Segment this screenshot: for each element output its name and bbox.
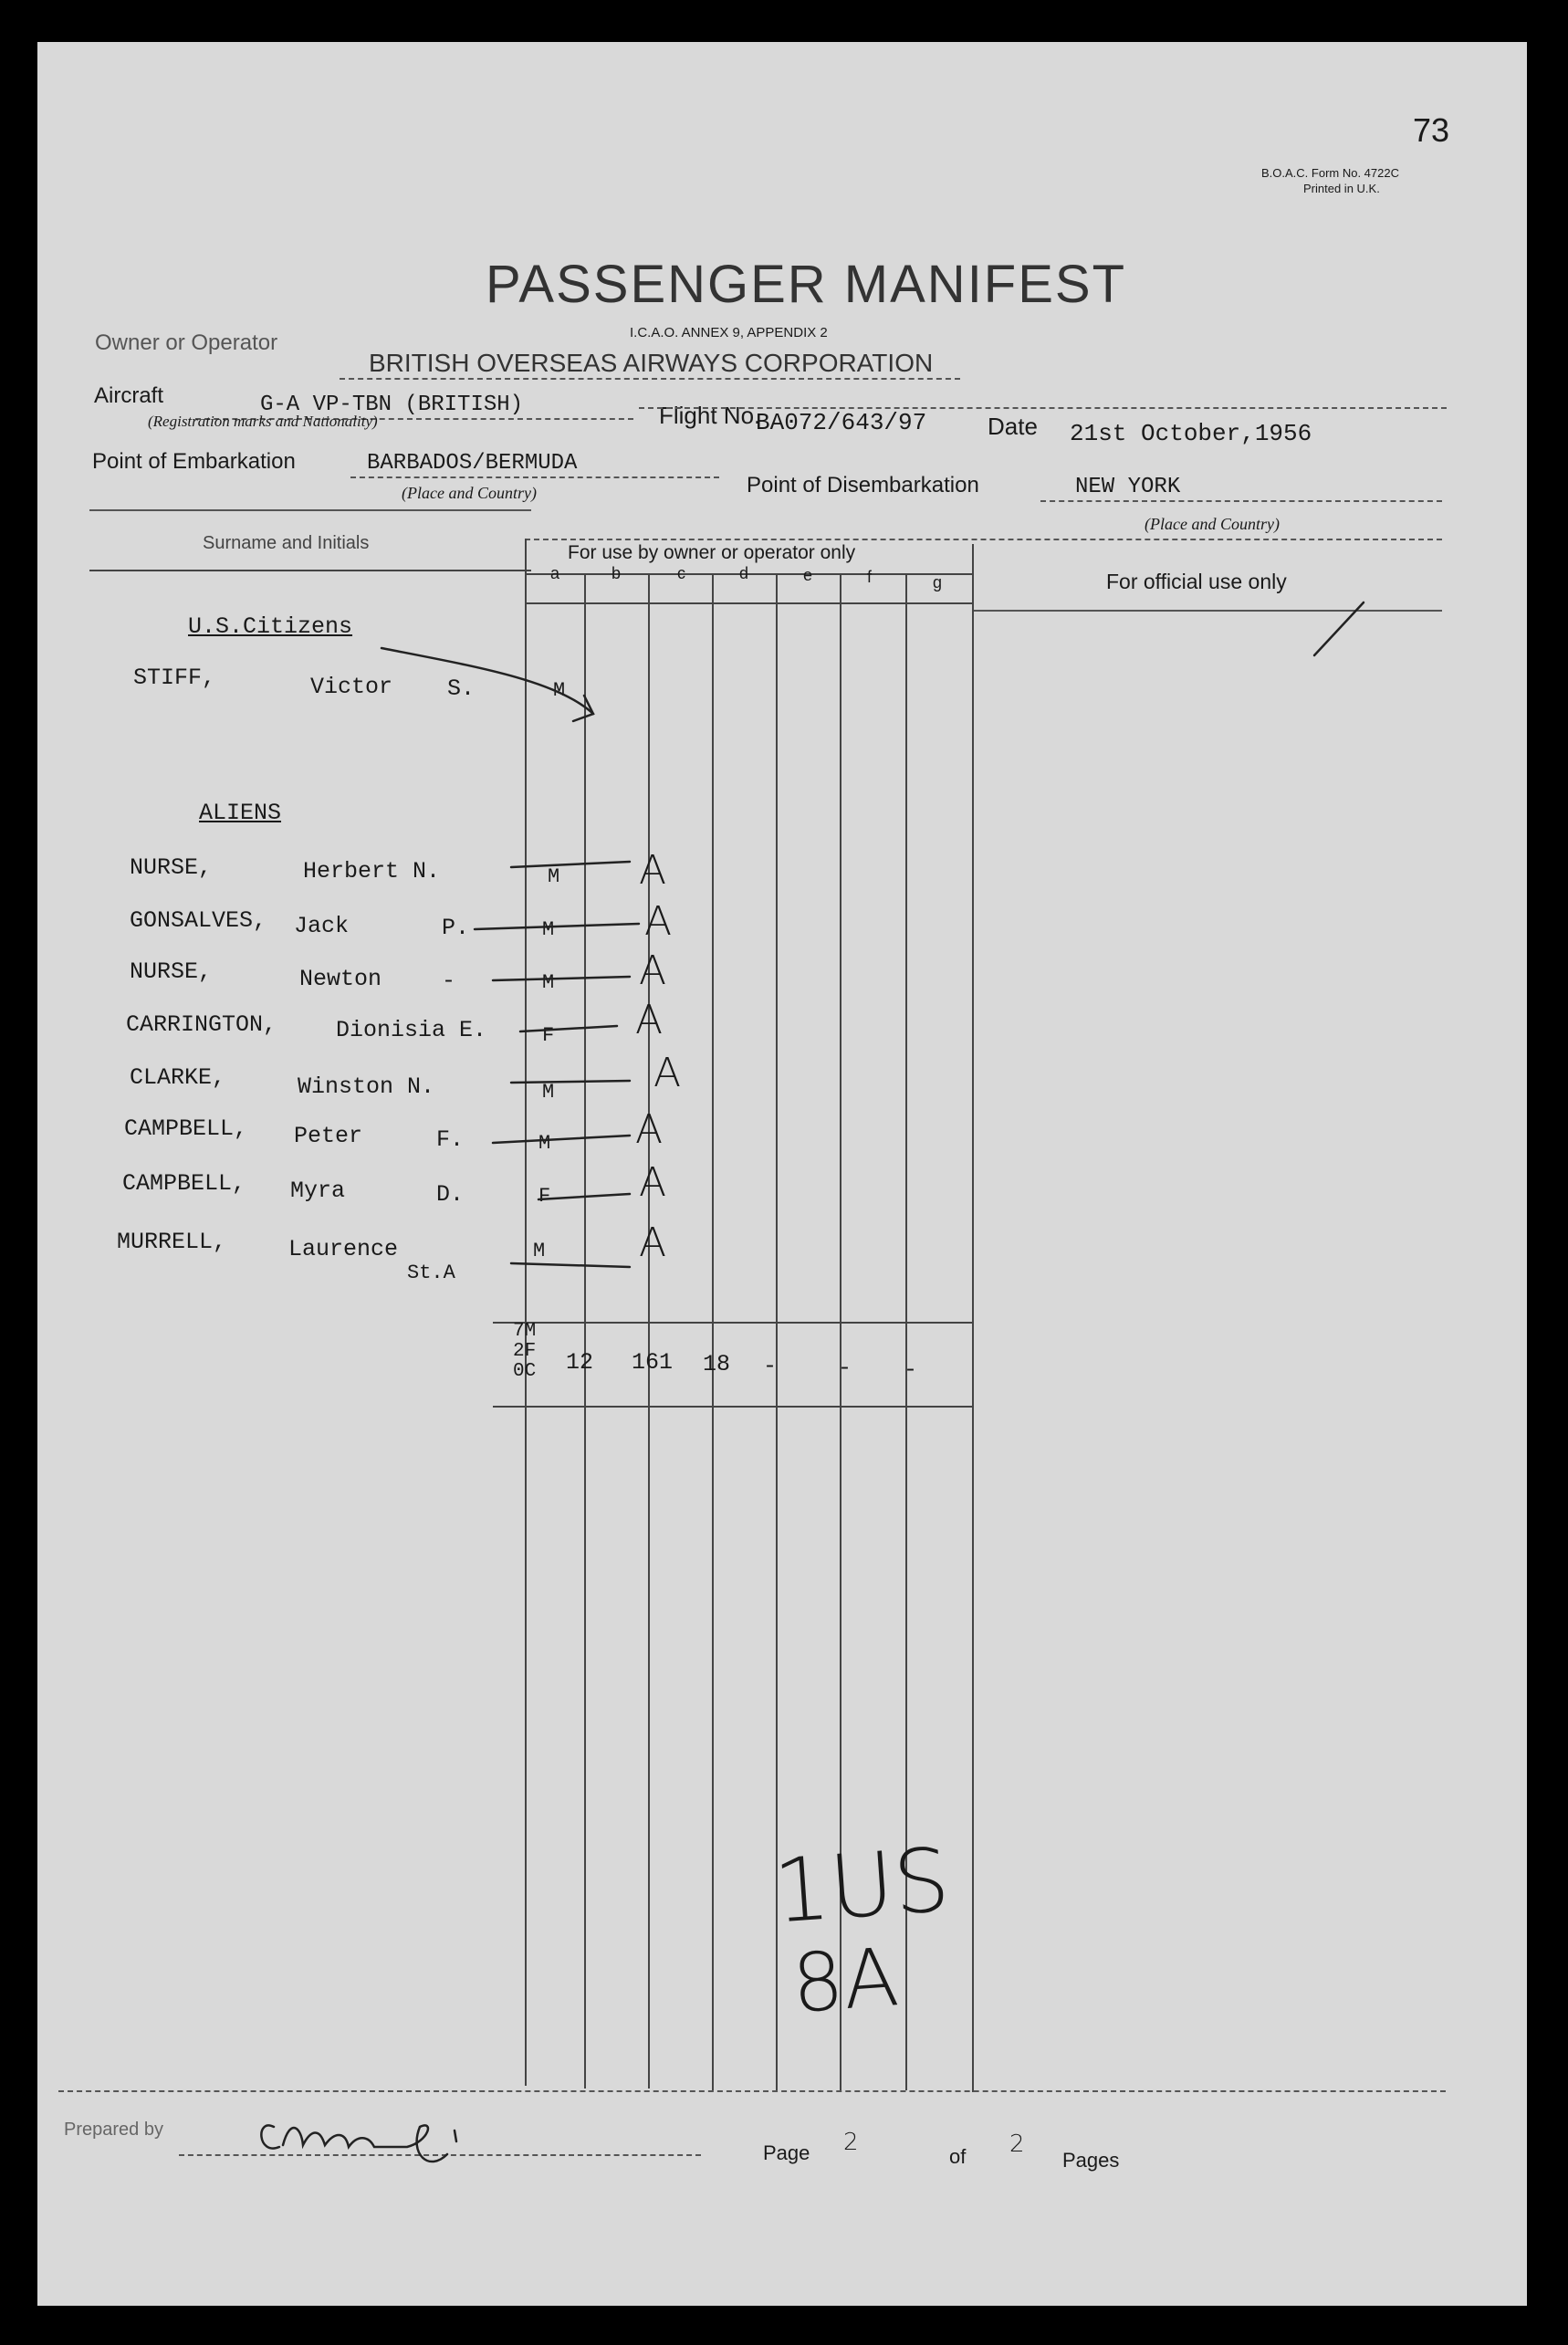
page-current: 2 <box>843 2129 859 2156</box>
page-total: 2 <box>1009 2130 1025 2158</box>
strike-line <box>511 862 630 867</box>
alien-initial: St.A <box>407 1261 455 1284</box>
printed-in: Printed in U.K. <box>1303 182 1380 195</box>
official-tick <box>1314 602 1364 655</box>
disembarkation-label: Point of Disembarkation <box>747 473 979 497</box>
disembarkation-value: NEW YORK <box>1075 475 1181 499</box>
alien-admission-mark: A <box>639 1220 667 1266</box>
pages-label: Pages <box>1062 2149 1120 2172</box>
strike-line <box>475 924 639 929</box>
embarkation-label: Point of Embarkation <box>92 449 296 474</box>
alien-initial: - <box>442 968 456 994</box>
total-g: - <box>904 1356 918 1383</box>
alien-given: Newton <box>299 966 382 992</box>
alien-sex: M <box>542 1081 555 1104</box>
subcol-d: d <box>739 564 749 582</box>
section-aliens: ALIENS <box>199 800 282 826</box>
col-surname-heading: Surname and Initials <box>203 533 370 553</box>
date-label: Date <box>988 413 1038 440</box>
alien-admission-mark: A <box>639 947 667 994</box>
alien-initial: P. <box>442 915 470 941</box>
subcol-a: a <box>550 564 560 582</box>
alien-admission-mark: A <box>635 997 664 1043</box>
alien-admission-mark: A <box>653 1050 682 1096</box>
alien-surname: NURSE, <box>130 854 213 881</box>
aircraft-label: Aircraft <box>94 383 164 408</box>
us-arrow-head <box>573 696 593 721</box>
us-passenger-initial: S. <box>447 675 476 702</box>
subcol-c: c <box>677 564 685 582</box>
tally-aliens: 8A <box>789 1930 902 2031</box>
flight-value: BA072/643/97 <box>756 409 927 436</box>
alien-sex: M <box>542 971 555 994</box>
alien-sex: M <box>533 1240 546 1262</box>
subcol-g: g <box>933 573 943 591</box>
alien-surname: GONSALVES, <box>130 907 267 934</box>
alien-sex: M <box>542 918 555 941</box>
us-arrow-stroke <box>382 648 593 714</box>
alien-sex: M <box>538 1132 551 1155</box>
alien-admission-mark: A <box>639 1159 667 1206</box>
strike-line <box>538 1194 630 1199</box>
alien-surname: MURRELL, <box>117 1229 227 1255</box>
strike-line <box>493 977 630 980</box>
owner-value: BRITISH OVERSEAS AIRWAYS CORPORATION <box>369 349 934 377</box>
prepared-by-label: Prepared by <box>64 2120 163 2140</box>
section-us-citizens: U.S.Citizens <box>188 613 353 640</box>
alien-surname: CLARKE, <box>130 1064 226 1091</box>
subcol-f: f <box>867 568 873 586</box>
total-c: 161 <box>632 1349 674 1376</box>
alien-surname: CAMPBELL, <box>124 1115 248 1142</box>
of-label: of <box>949 2145 967 2168</box>
alien-sex: F <box>538 1185 551 1208</box>
strike-line <box>511 1081 630 1083</box>
total-b: 12 <box>566 1349 594 1376</box>
total-a: 7M 2F 0C <box>513 1321 537 1382</box>
us-passenger-surname: STIFF, <box>133 665 216 691</box>
manifest-title: PASSENGER MANIFEST <box>486 255 1127 314</box>
alien-initial: D. <box>436 1181 465 1208</box>
total-f: - <box>838 1355 852 1381</box>
alien-admission-mark: A <box>635 1106 664 1153</box>
alien-initial: F. <box>436 1126 465 1153</box>
flight-label: Flight No. <box>659 402 761 429</box>
alien-given: Herbert N. <box>303 858 441 885</box>
alien-admission-mark: A <box>644 898 673 945</box>
alien-given: Jack <box>294 913 350 939</box>
form-code: B.O.A.C. Form No. 4722C <box>1261 166 1399 180</box>
total-e: - <box>763 1353 778 1379</box>
alien-given: Winston N. <box>298 1073 435 1100</box>
signature <box>261 2125 456 2162</box>
embarkation-caption: (Place and Country) <box>402 484 537 502</box>
subcol-e: e <box>803 566 813 584</box>
page-label: Page <box>763 2141 810 2164</box>
disembarkation-caption: (Place and Country) <box>1145 515 1280 533</box>
strike-line <box>511 1263 630 1267</box>
alien-surname: CARRINGTON, <box>126 1011 277 1038</box>
aircraft-value: G-A VP-TBN (BRITISH) <box>260 393 524 417</box>
col-official-heading: For official use only <box>1106 570 1287 593</box>
aircraft-caption: (Registration marks and Nationality) <box>148 413 378 430</box>
alien-given: Myra <box>290 1178 346 1204</box>
us-passenger-sex: M <box>553 679 566 702</box>
alien-admission-mark: A <box>639 847 667 894</box>
embarkation-value: BARBADOS/BERMUDA <box>367 451 578 476</box>
tally-us: 1US <box>770 1828 953 1943</box>
strike-line <box>520 1026 617 1031</box>
alien-given: Laurence <box>288 1236 399 1262</box>
alien-surname: CAMPBELL, <box>122 1170 246 1197</box>
date-value: 21st October,1956 <box>1070 420 1312 447</box>
subcol-b: b <box>612 564 622 582</box>
page-number: 73 <box>1413 111 1450 149</box>
alien-sex: F <box>542 1024 555 1047</box>
manifest-subtitle: I.C.A.O. ANNEX 9, APPENDIX 2 <box>630 325 828 340</box>
total-d: 18 <box>703 1351 731 1377</box>
strike-line <box>493 1136 630 1143</box>
col-owner-use-heading: For use by owner or operator only <box>568 542 856 563</box>
alien-surname: NURSE, <box>130 958 213 985</box>
alien-given: Dionisia E. <box>336 1017 487 1043</box>
owner-label: Owner or Operator <box>95 330 278 355</box>
us-passenger-given: Victor <box>310 674 393 700</box>
alien-sex: M <box>548 865 560 888</box>
alien-given: Peter <box>294 1123 363 1149</box>
